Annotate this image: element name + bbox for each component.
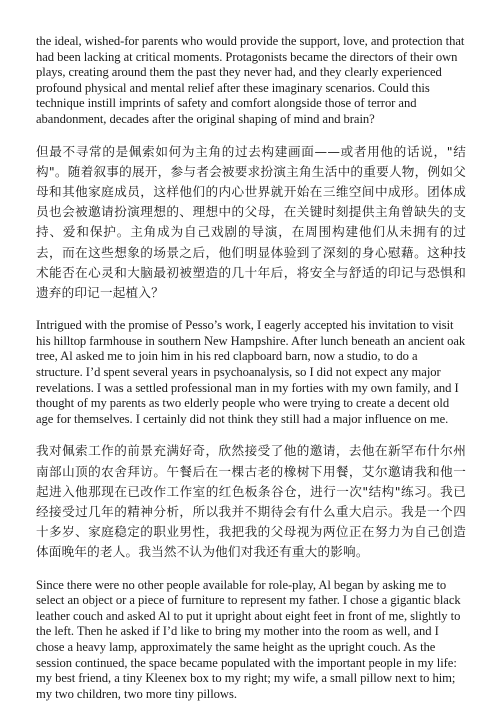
- chinese-paragraph-2: 我对佩索工作的前景充满好奇，欣然接受了他的邀请，去他在新罕布什尔州南部山顶的农舍拜访。午餐后在一棵古老的橡树下用餐，艾尔邀请我和他一起进入他那现在已改作工作室的红色板条谷仓，进行一次"结构"练习。我已经接受过几年的精神分析，所以我并不期待会有什么重大启示。我是一个四十多岁、家庭稳定的职业男性，我把我的父母视为两位正在努力为自己创造体面晚年的老人。我当然不认为他们对我还有重大的影响。: [36, 443, 466, 560]
- english-paragraph-2: Intrigued with the promise of Pesso’s work, I eagerly accepted his invitation to visit his hilltop farmhouse in southern New Hampshire. After lunch beneath an ancient oak tree, Al asked me to join him in his red clapboard barn, now a studio, to do a structure. I’d spent several years in psychoanalysis, so I did not expect any major revelations. I was a settled professional man in my forties with my own family, and I thought of my parents as two elderly people who were trying to create a decent old age for themselves. I certainly did not think they still had a major influence on me.: [36, 318, 466, 426]
- document-page: [36, 34, 466, 702]
- english-paragraph-1: the ideal, wished-for parents who would provide the support, love, and protection that had been lacking at critical moments. Protagonists became the directors of their own plays, creating around them the past they never had, and they clearly experienced profound physical and mental relief after these imaginary scenarios. Could this technique instill imprints of safety and comfort alongside those of terror and abandonment, decades after the original shaping of mind and brain?: [36, 34, 465, 126]
- chinese-paragraph-1: 但最不寻常的是佩索如何为主角的过去构建画面——或者用他的话说，"结构"。随着叙事的展开，参与者会被要求扮演主角生活中的重要人物，例如父母和其他家庭成员，这样他们的内心世界就开始在三维空间中成形。团体成员也会被邀请扮演理想的、理想中的父母，在关键时刻提供主角曾缺失的支持、爱和保护。主角成为自己戏剧的导演，在周围构建他们从未拥有的过去，而在这些想象的场景之后，他们明显体验到了深刻的身心慰藉。这种技术能否在心灵和大脑最初被塑造的几十年后，将安全与舒适的印记与恐惧和遗弃的印记一起植入？: [36, 143, 466, 300]
- english-paragraph-3: Since there were no other people available for role-play, Al began by asking me to select an object or a piece of furniture to represent my father. I chose a gigantic black leather couch and asked Al to put it upright about eight feet in front of me, slightly to the left. Then he asked if I’d like to bring my mother into the room as well, and I chose a heavy lamp, approximately the same height as the upright couch. As the session continued, the space became populated with the important people in my life: my best friend, a tiny Kleenex box to my right; my wife, a small pillow next to him; my two children, two more tiny pillows.: [36, 577, 461, 701]
